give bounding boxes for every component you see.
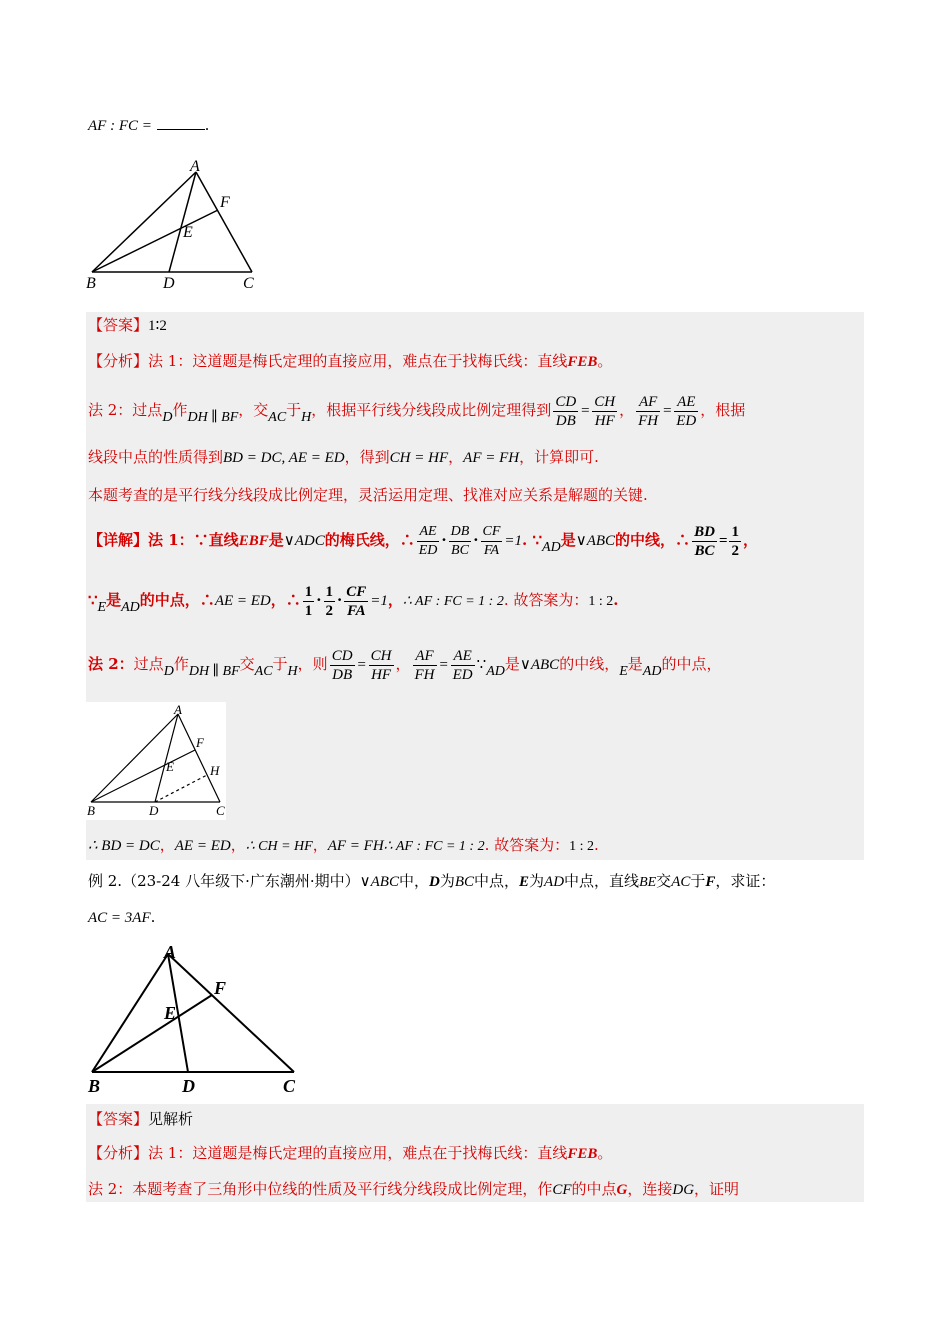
label-B: B [86, 275, 96, 292]
answer-2-line [88, 1108, 193, 1130]
m3-H: H [287, 664, 298, 679]
label-D: D [163, 275, 175, 292]
d1-ADC: ∨ADC [283, 533, 325, 549]
d1-eq1: =1 [504, 533, 523, 549]
fig3-label-F: F [214, 978, 227, 998]
m3-f: ，则 [297, 655, 328, 673]
m2-text-c: ，交 [238, 401, 269, 419]
m2l2-eq3: AF = FH [463, 450, 520, 466]
detail-line-1: 【详解】法 1：∵直线EBF是∨ADC的梅氏线，∴ $\frac{AE}{ED}$ · $\frac{DB}{BC}$ · $\frac{CF}{FA}$ =1. ∵AD是∨ABC的中线，∴ $\frac{BD}{BC}$ = $\frac{1}{2}$ ， [88, 523, 758, 559]
m2l2-d: ，计算即可. [519, 448, 599, 466]
q1-blank-line [88, 114, 209, 137]
m2-text-g: ，根据 [700, 401, 746, 419]
ans2-method1-line: FEB [567, 1146, 598, 1162]
m3-E: E [619, 664, 628, 679]
d1-g: ， [742, 531, 758, 549]
method1-line: FEB [567, 354, 598, 370]
m2l2-eq1: BD = DC, AE = ED [223, 450, 345, 466]
d1-EBF: EBF [238, 533, 269, 549]
method1-text: 法 1：这道题是梅氏定理的直接应用，难点在于找梅氏线：直线 [148, 352, 568, 370]
d2-e: ， [387, 591, 403, 609]
d2-E: E [97, 600, 107, 615]
m2-frac-3: $\frac{AF}{FH}$ [638, 393, 659, 429]
m2-text-e: ，根据平行线分线段成比例定理得到 [311, 401, 552, 419]
d2-c: 的中点，∴ [139, 591, 215, 609]
m3-frac-4: $\frac{AE}{ED}$ [452, 647, 473, 683]
fig2-label-E: E [166, 759, 174, 774]
ans2-m2-a: 法 2：本题考查了三角形中位线的性质及平行线分线段成比例定理，作 [88, 1180, 553, 1198]
m2-frac-4: $\frac{AE}{ED}$ [676, 393, 697, 429]
m3-c: 作 [173, 655, 189, 673]
m3-AC: AC [254, 664, 273, 679]
m3-D: D [163, 664, 174, 679]
d1-frac-3: $\frac{CF}{FA}$ [482, 523, 501, 558]
c-10: 1 : 2 [569, 839, 595, 854]
analysis-1-line [88, 350, 612, 373]
analysis-2-line: 【分析】法 1：这道题是梅氏定理的直接应用，难点在于找梅氏线：直线FEB。 [88, 1144, 613, 1162]
c-9: . 故答案为： [484, 836, 570, 854]
d1-e: 是 [560, 531, 576, 549]
m2-D: D [162, 410, 173, 425]
label-F: F [220, 194, 230, 211]
d1-b: 是 [268, 531, 284, 549]
m3-i: 是 [504, 655, 520, 673]
label-C: C [243, 275, 254, 292]
m3-l: 的中点， [661, 655, 722, 673]
label-E: E [183, 224, 193, 241]
c-5: ∴ CH = HF [245, 839, 313, 854]
analysis-tag: 【分析】 [88, 352, 149, 370]
detail-line-2: ∵E是AD的中点，∴AE = ED，∴ $\frac{1}{1}$ · $\frac{1}{2}$ · $\frac{CF}{FA}$ =1，∴ AF : FC = 1 : 2. 故答案为：1 : 2. [88, 583, 619, 619]
m3-d: 交 [239, 655, 255, 673]
c-3: AE = ED [174, 838, 231, 854]
answer-tag: 【答案】 [88, 316, 149, 334]
fig3-label-A: A [164, 942, 177, 962]
m2l2-b: ，得到 [344, 448, 390, 466]
d1-ABC: ∨ABC [575, 533, 616, 549]
fig2-label-B: B [87, 803, 95, 818]
m3-j: 的中线， [559, 655, 620, 673]
d2-a: ∵ [88, 591, 98, 609]
m2-text-b: 作 [172, 401, 188, 419]
ans2-value: 见解析 [148, 1110, 194, 1128]
d1-frac-1: $\frac{AE}{ED}$ [418, 523, 438, 558]
ex2-prefix: 例 2.（23-24 八年级下·广东潮州·期中） [88, 872, 360, 890]
d2-eq1: =1 [370, 593, 388, 609]
c-7: AF = FH [327, 838, 384, 854]
m3-g: ， [395, 655, 411, 673]
ans2-tag: 【答案】 [88, 1110, 149, 1128]
summary-line [88, 484, 648, 506]
c-8: ∴ AF : FC = 1 : 2 [383, 839, 485, 854]
answer-value: 1∶2 [148, 318, 167, 334]
fig2-label-A: A [174, 702, 182, 717]
d1-d: . ∵ [522, 531, 543, 549]
method2-detail-line: 法 2：过点D作DH ∥ BF交AC于H，则 $\frac{CD}{DB}$ = $\frac{CH}{HF}$ ， $\frac{AF}{FH}$ = $\frac{AE}{ED}$ ∵AD是∨ABC的中线，E是AD的中点， [88, 647, 722, 683]
m3-e: 于 [272, 655, 288, 673]
method1-end: 。 [597, 352, 613, 370]
fig3-label-D: D [182, 1076, 195, 1096]
q1-ratio: AF : FC = [88, 118, 152, 134]
m3-frac-2: $\frac{CH}{HF}$ [370, 647, 392, 683]
fig3-label-E: E [164, 1003, 177, 1023]
c-2: ， [159, 836, 175, 854]
d2-frac-3: $\frac{CF}{FA}$ [346, 583, 367, 619]
method2-line: 法 2：过点D作DH ∥ BF，交AC于H，根据平行线分线段成比例定理得到 $\frac{CD}{DB}$ = $\frac{CH}{HF}$ ， $\frac{AF}{FH}$ = $\frac{AE}{ED}$ ，根据 [88, 393, 746, 429]
ex2-tri: ∨ABC [359, 874, 399, 890]
d1-frac-4: $\frac{BD}{BC}$ [694, 523, 715, 559]
summary-text: 本题考查的是平行线分线段成比例定理，灵活运用定理、找准对应关系是解题的关键. [88, 486, 648, 504]
fig2-label-C: C [216, 803, 225, 818]
d1-frac-5: $\frac{1}{2}$ [731, 523, 739, 559]
c-11: . [594, 836, 599, 854]
m2-DHBF: DH ∥ BF [187, 410, 239, 425]
fig2-label-F: F [196, 735, 204, 750]
d2-g: . [613, 591, 619, 609]
figure-2-triangle [86, 702, 226, 820]
m2l2-c: ， [448, 448, 464, 466]
m3-b: 过点 [133, 655, 164, 673]
m3-frac-3: $\frac{AF}{FH}$ [414, 647, 435, 683]
m2-frac-1: $\frac{CD}{DB}$ [555, 393, 577, 429]
m3-a: 法 2： [88, 655, 134, 673]
m2-H: H [301, 410, 312, 425]
m3-frac-1: $\frac{CD}{DB}$ [331, 647, 353, 683]
d1-AD: AD [542, 540, 561, 555]
ans2-method1: 法 1：这道题是梅氏定理的直接应用，难点在于找梅氏线：直线 [148, 1144, 568, 1162]
figure-1-triangle [86, 156, 266, 292]
d2-frac-2: $\frac{1}{2}$ [325, 583, 334, 619]
m2l2-eq2: CH = HF [389, 450, 449, 466]
fig3-label-B: B [88, 1076, 101, 1096]
d1-c: 的梅氏线，∴ [324, 531, 415, 549]
ans2-analysis-tag: 【分析】 [88, 1144, 149, 1162]
conclusion-line [88, 834, 599, 858]
d2-eq: AE = ED [214, 593, 271, 609]
m3-DHBF: DH ∥ BF [188, 664, 240, 679]
label-A: A [190, 158, 200, 175]
m3-ABC: ∨ABC [519, 657, 560, 673]
example-2-proof-line: AC = 3AF. [88, 908, 156, 926]
m3-k: 是 [627, 655, 643, 673]
analysis-2-method2-line: 法 2：本题考查了三角形中位线的性质及平行线分线段成比例定理，作CF的中点G，连接DG，证明 [88, 1180, 740, 1198]
c-4: ， [230, 836, 246, 854]
answer-blank [157, 115, 205, 130]
d2-AD: AD [121, 600, 140, 615]
fig3-label-C: C [283, 1076, 296, 1096]
c-6: ， [312, 836, 328, 854]
m2-text-d: 于 [286, 401, 302, 419]
m3-h: ∵ [476, 655, 487, 673]
d1-f: 的中线，∴ [615, 531, 691, 549]
d1-frac-2: $\frac{DB}{BC}$ [450, 523, 470, 558]
d1-a: 法 1：∵直线 [148, 531, 239, 549]
d2-frac-1: $\frac{1}{1}$ [304, 583, 313, 619]
m3-AD: AD [486, 664, 505, 679]
d2-ans: 1 : 2 [588, 594, 614, 609]
fig2-label-H: H [210, 763, 220, 778]
d2-f: . 故答案为： [503, 591, 589, 609]
method2-line-2 [88, 446, 599, 469]
m2l2-a: 线段中点的性质得到 [88, 448, 224, 466]
c-1: ∴ BD = DC [88, 838, 160, 854]
example-2-line: 例 2.（23-24 八年级下·广东潮州·期中）∨ABC中，D为BC中点，E为AD中点，直线BE交AC于F，求证： [88, 872, 776, 890]
fig2-label-D: D [149, 803, 159, 818]
m2-AC: AC [268, 410, 287, 425]
detail-tag: 【详解】 [88, 531, 149, 549]
d2-b: 是 [106, 591, 122, 609]
m2-text-a: 法 2：过点 [88, 401, 163, 419]
figure-3-triangle [86, 942, 306, 1098]
answer-1-line [88, 314, 167, 337]
d2-d: ，∴ [270, 591, 301, 609]
m3-AD2: AD [642, 664, 662, 679]
ex2-proof: AC = 3AF [88, 910, 151, 926]
m2-frac-2: $\frac{CH}{HF}$ [594, 393, 616, 429]
q1-period: . [204, 116, 210, 134]
d2-res: ∴ AF : FC = 1 : 2 [402, 594, 504, 609]
